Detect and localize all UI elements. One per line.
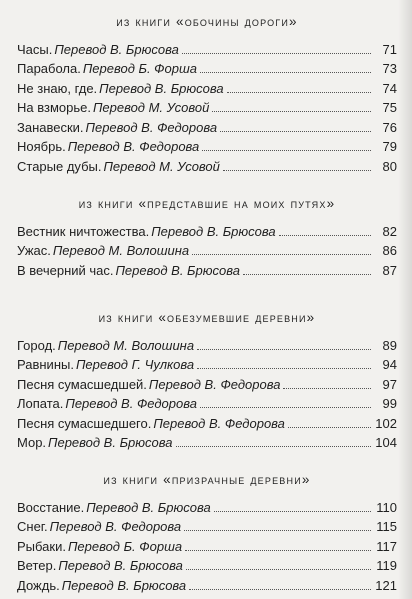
entry-title: Песня сумасшедшей. [17, 376, 147, 392]
entry-translator: Перевод В. Брюсова [99, 80, 224, 96]
entry-title: Восстание. [17, 499, 85, 515]
dot-leader [192, 254, 371, 255]
page-number: 86 [382, 243, 397, 258]
page-number: 94 [382, 357, 397, 372]
toc-entry[interactable] [17, 58, 397, 78]
section-heading: из книги «призрачные деревни» [103, 472, 311, 487]
page-number: 89 [382, 337, 397, 353]
entry-title: Вестник ничтожества. [17, 223, 150, 239]
page-number: 76 [382, 119, 397, 135]
dot-leader [279, 235, 371, 236]
section-heading: из книги «обочины дороги» [116, 14, 298, 29]
page-number: 117 [376, 538, 397, 554]
entry-title: Песня сумасшедшего. [17, 415, 152, 431]
page-number: 73 [382, 61, 397, 76]
toc-entry[interactable] [17, 155, 397, 175]
entry-title: Снег. [17, 519, 48, 534]
section-heading: из книги «обезумевшие деревни» [98, 310, 316, 325]
entry-title: Часы. [17, 41, 53, 57]
page-number: 110 [376, 499, 397, 515]
entry-translator: Перевод В. Брюсова [48, 435, 173, 450]
entry-translator: Перевод В. Брюсова [86, 499, 211, 515]
page-number: 74 [382, 80, 397, 96]
entry-title: В вечерний час. [17, 262, 114, 278]
entry-translator: Перевод Г. Чулкова [75, 357, 195, 372]
toc-entry[interactable] [17, 373, 397, 393]
entry-title: Лопата. [17, 396, 64, 411]
toc-entry[interactable] [17, 516, 397, 536]
dot-leader [197, 349, 371, 350]
entry-title: На взморье. [17, 100, 91, 115]
page-number: 71 [382, 41, 397, 57]
toc-entry[interactable] [17, 136, 397, 156]
toc-entry[interactable] [17, 393, 397, 413]
page-number: 87 [382, 262, 397, 278]
entry-title: Мор. [17, 435, 47, 450]
entry-translator: Перевод В. Федорова [85, 119, 218, 135]
dot-leader [189, 589, 371, 590]
entry-title: Город. [17, 337, 56, 353]
entry-title: Рыбаки. [17, 538, 66, 554]
toc-entry[interactable] [17, 38, 397, 58]
toc-entry[interactable] [17, 555, 397, 575]
dot-leader [186, 569, 371, 570]
entry-translator: Перевод В. Федорова [65, 396, 197, 411]
entry-title: Старые дубы. [17, 158, 102, 174]
page-number: 82 [382, 223, 397, 239]
page-number: 99 [382, 396, 397, 411]
toc-entry[interactable] [17, 574, 397, 594]
entry-translator: Перевод В. Федорова [148, 376, 281, 392]
entry-translator: Перевод М. Усовой [103, 158, 220, 174]
page-number: 75 [382, 100, 397, 115]
page-number: 115 [376, 519, 397, 534]
toc-entry[interactable] [17, 354, 397, 374]
dot-leader [182, 53, 371, 54]
toc-section [17, 13, 397, 175]
section-heading: из книги «представшие на моих путях» [78, 196, 336, 211]
toc-entry[interactable] [17, 334, 397, 354]
dot-leader [223, 170, 371, 171]
dot-leader [283, 388, 371, 389]
page-number: 97 [382, 376, 397, 392]
toc-entry[interactable] [17, 240, 397, 260]
dot-leader [220, 131, 371, 132]
entry-title: Ветер. [17, 558, 57, 573]
dot-leader [227, 92, 371, 93]
page-number: 104 [375, 435, 397, 450]
entry-translator: Перевод М. Усовой [92, 100, 210, 115]
entry-title: Парабола. [17, 61, 81, 76]
toc-entry[interactable] [17, 77, 397, 97]
dot-leader [202, 150, 371, 151]
entry-translator: Перевод Б. Форша [67, 538, 183, 554]
dot-leader [200, 72, 371, 73]
entry-title: Занавески. [17, 119, 84, 135]
toc-entry[interactable] [17, 496, 397, 516]
entry-translator: Перевод В. Брюсова [151, 223, 276, 239]
toc-entry[interactable] [17, 259, 397, 279]
toc-entry[interactable] [17, 116, 397, 136]
toc-section [17, 195, 397, 279]
entry-translator: Перевод В. Федорова [49, 519, 182, 534]
dot-leader [176, 446, 371, 447]
entry-translator: Перевод В. Федорова [67, 139, 200, 154]
entry-title: Ноябрь. [17, 139, 66, 154]
entry-translator: Перевод В. Федорова [153, 415, 285, 431]
entry-translator: Перевод В. Брюсова [58, 558, 183, 573]
dot-leader [288, 427, 371, 428]
toc-section [17, 471, 397, 594]
entry-title: Дождь. [17, 577, 60, 593]
page-number: 121 [375, 577, 397, 593]
page-edge-shadow [398, 0, 412, 599]
entry-translator: Перевод В. Брюсова [61, 577, 187, 593]
dot-leader [214, 511, 371, 512]
dot-leader [185, 550, 371, 551]
toc-entry[interactable] [17, 220, 397, 240]
entry-title: Не знаю, где. [17, 80, 98, 96]
dot-leader [197, 368, 371, 369]
toc-entry[interactable] [17, 412, 397, 432]
entry-title: Равнины. [17, 357, 74, 372]
toc-entry[interactable] [17, 97, 397, 117]
dot-leader [212, 111, 371, 112]
entry-translator: Перевод В. Брюсова [115, 262, 240, 278]
entry-title: Ужас. [17, 243, 51, 258]
dot-leader [200, 407, 371, 408]
toc-entry[interactable] [17, 535, 397, 555]
page-number: 102 [375, 415, 397, 431]
page-number: 80 [382, 158, 397, 174]
dot-leader [184, 530, 371, 531]
entry-translator: Перевод Б. Форша [82, 61, 197, 76]
entry-translator: Перевод М. Волошина [57, 337, 195, 353]
dot-leader [243, 274, 371, 275]
entry-translator: Перевод М. Волошина [52, 243, 190, 258]
page-number: 79 [382, 139, 397, 154]
toc-section [17, 309, 397, 451]
entry-translator: Перевод В. Брюсова [54, 41, 179, 57]
toc-entry[interactable] [17, 432, 397, 452]
page-number: 119 [376, 558, 397, 573]
